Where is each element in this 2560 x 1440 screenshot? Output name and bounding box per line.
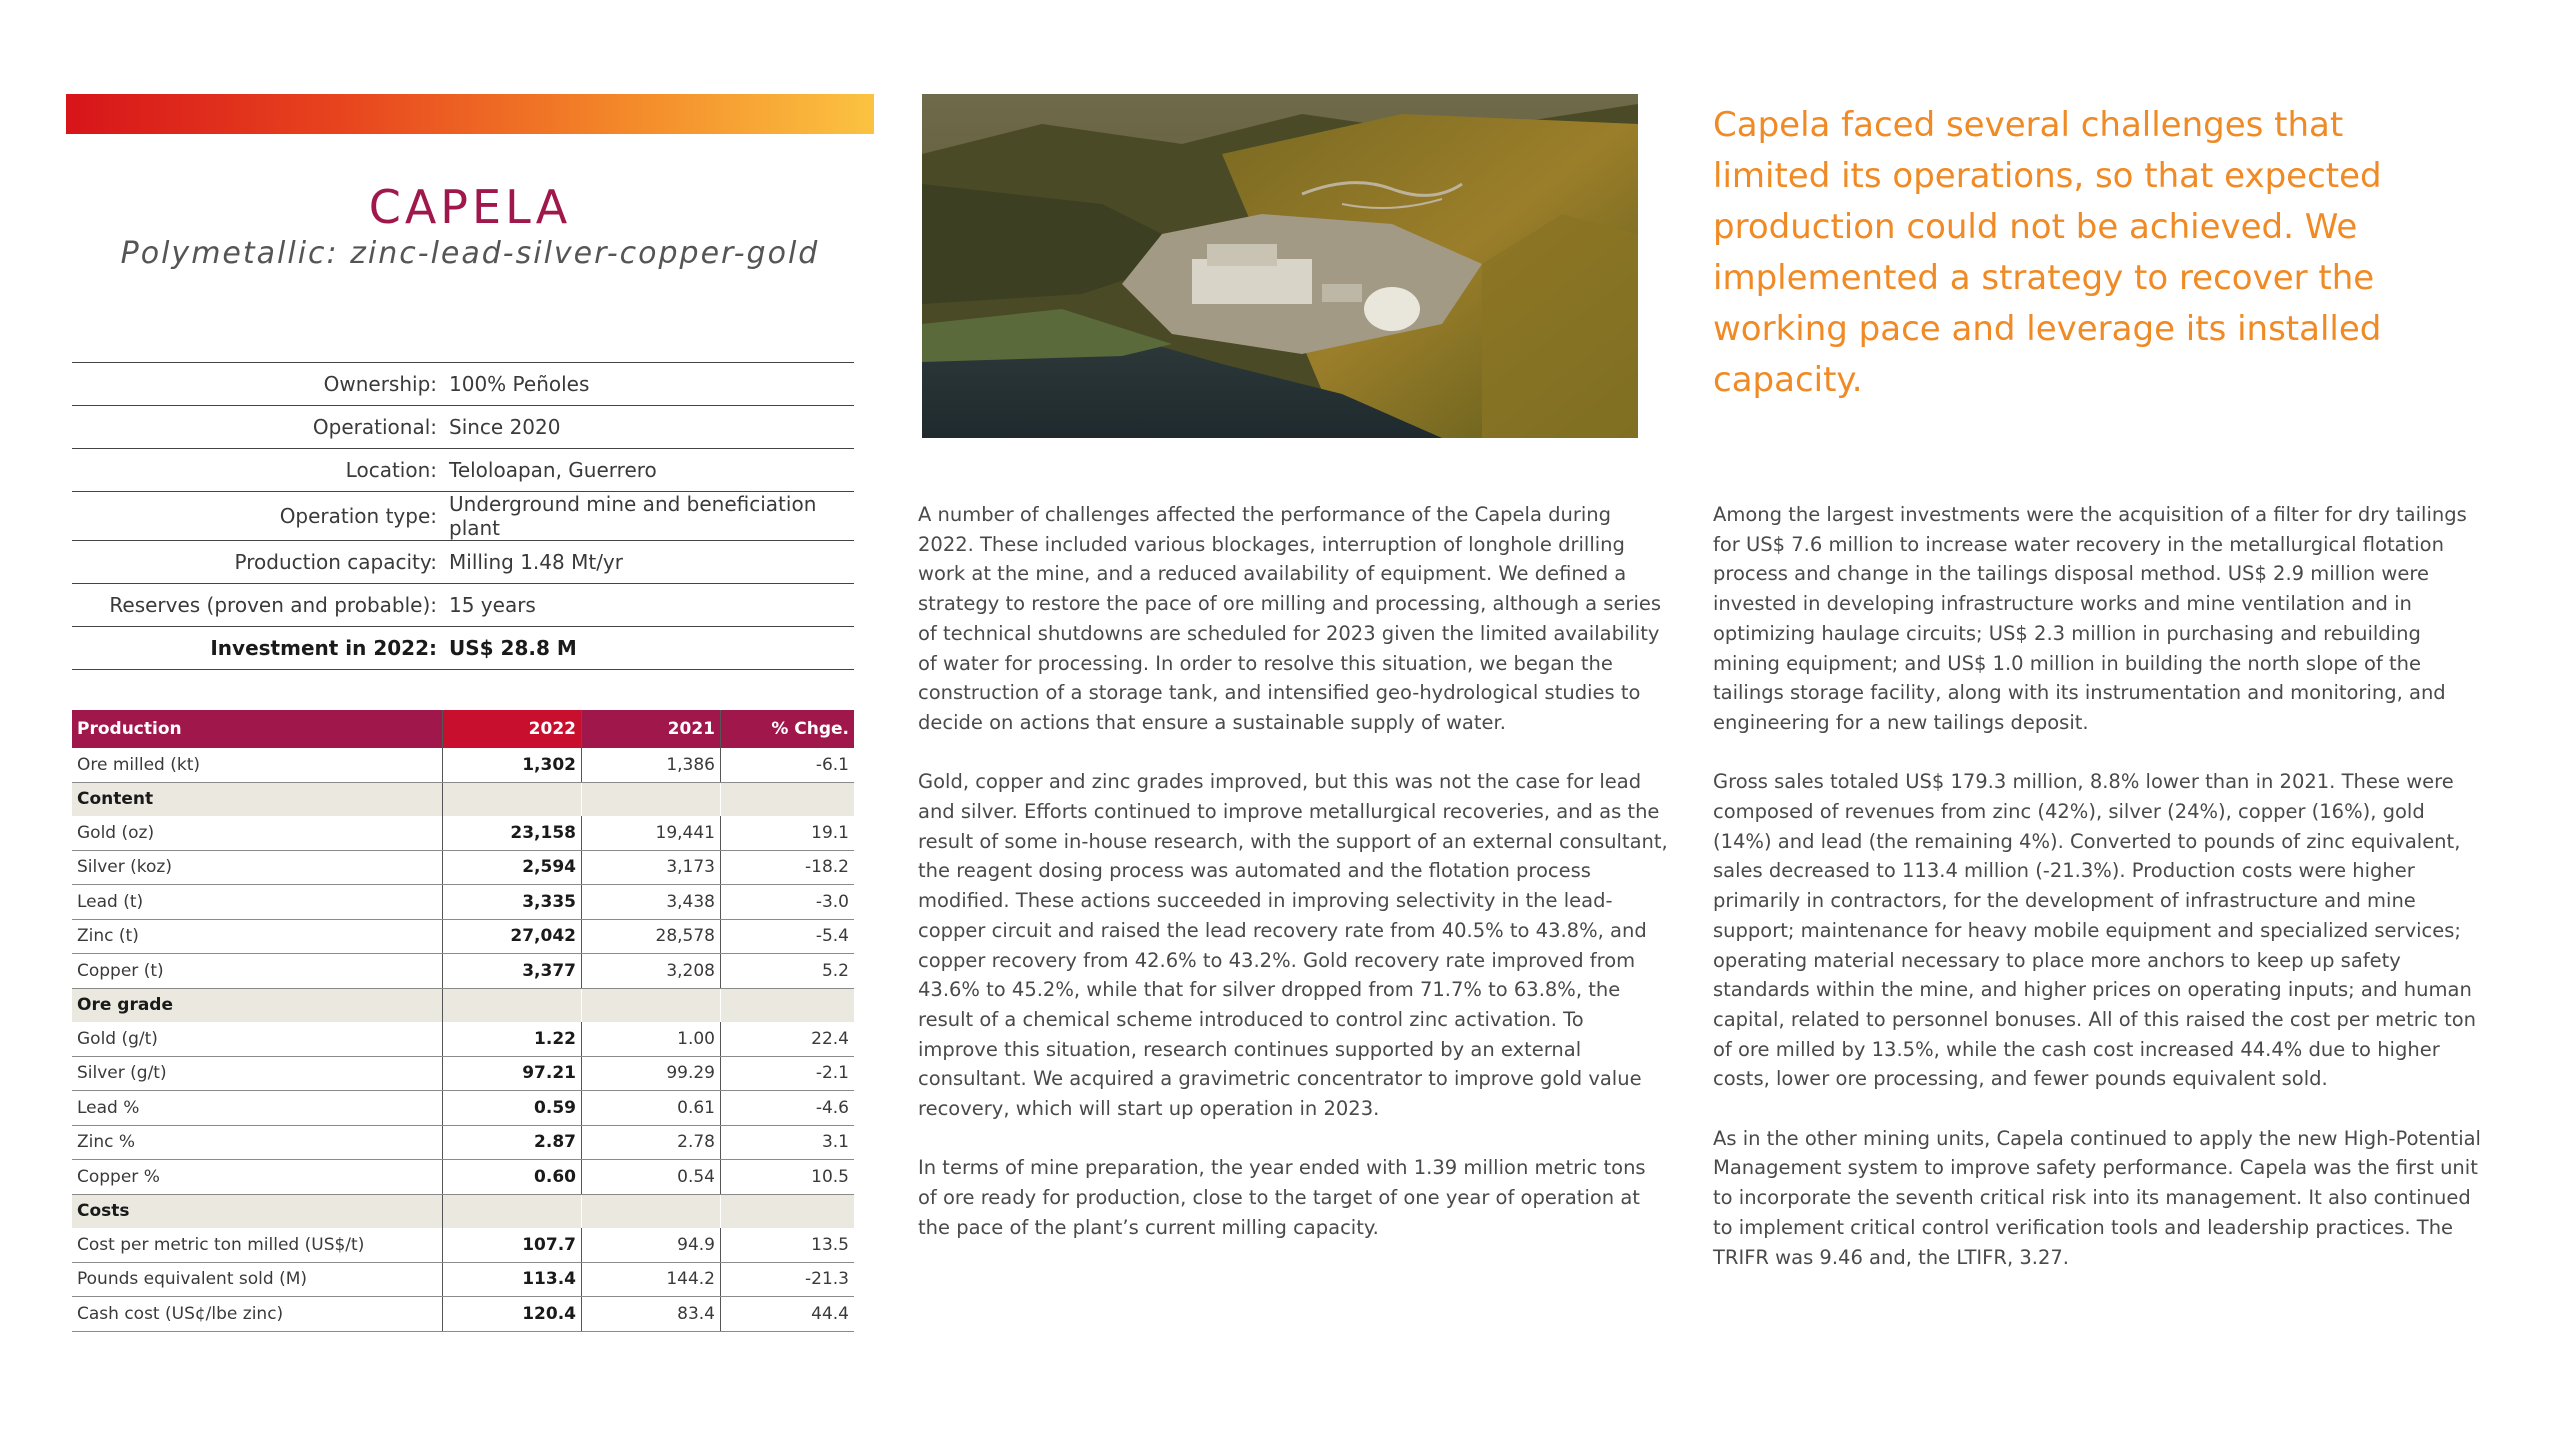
paragraph: In terms of mine preparation, the year ended with 1.39 million metric tons of ore ready for production, close to the target of one year of operation at the pace of the plant’s current milling capacity. — [918, 1156, 1646, 1239]
cell-2022: 3,377 — [443, 954, 582, 989]
info-row — [72, 363, 854, 406]
cell-2021: 99.29 — [582, 1056, 721, 1091]
row-label: Silver (koz) — [72, 850, 443, 885]
row-label: Copper % — [72, 1160, 443, 1195]
paragraph: Gold, copper and zinc grades improved, but this was not the case for lead and silver. Efforts continued to improve metallurgical recoveries, and as the result of some in-house research, with the support of an external consultant, the reagent dosing process was automated and the flotation process modified. These actions succeeded in improving selectivity in the lead-copper circuit and raised the lead recovery rate from 40.5% to 43.8%, and copper recovery from 42.6% to 43.2%. Gold recovery rate improved from 43.6% to 45.2%, while that for silver dropped from 71.7% to 63.8%, the result of a chemical scheme introduced to control zinc activation. To improve this situation, research continues supported by an external consultant. We acquired a gravimetric concentrator to improve gold value recovery, which will start up operation in 2023. — [918, 770, 1668, 1121]
cell-change — [721, 1194, 855, 1228]
cell-change — [721, 988, 855, 1022]
table-row — [72, 1297, 854, 1332]
info-row — [72, 492, 854, 541]
row-label: Silver (g/t) — [72, 1056, 443, 1091]
cell-2022 — [443, 1194, 582, 1228]
table-row — [72, 885, 854, 920]
cell-change: 22.4 — [721, 1022, 855, 1056]
cell-2021: 1,386 — [582, 748, 721, 782]
cell-change: 3.1 — [721, 1125, 855, 1160]
cell-2022 — [443, 988, 582, 1022]
column-header: % Chge. — [721, 710, 855, 748]
cell-change: 13.5 — [721, 1228, 855, 1262]
body-column-right — [1713, 500, 2488, 1302]
cell-change: 19.1 — [721, 816, 855, 850]
info-row — [72, 541, 854, 584]
unit-info-table — [72, 362, 854, 670]
info-row — [72, 584, 854, 627]
column-header: 2021 — [582, 710, 721, 748]
info-value: Since 2020 — [449, 406, 854, 449]
cell-2021: 144.2 — [582, 1262, 721, 1297]
cell-change: -21.3 — [721, 1262, 855, 1297]
table-section-row — [72, 988, 854, 1022]
production-table — [72, 710, 854, 1332]
cell-change: -4.6 — [721, 1091, 855, 1126]
info-value: Underground mine and beneficiation plant — [449, 492, 854, 541]
info-label: Investment in 2022: — [72, 627, 449, 670]
cell-2022: 0.60 — [443, 1160, 582, 1195]
page-title: CAPELA — [368, 180, 572, 234]
row-label: Cash cost (US¢/lbe zinc) — [72, 1297, 443, 1332]
table-row — [72, 1056, 854, 1091]
mine-aerial-photo — [922, 94, 1638, 438]
cell-2022: 113.4 — [443, 1262, 582, 1297]
paragraph: Gross sales totaled US$ 179.3 million, 8.8% lower than in 2021. These were composed of revenues from zinc (42%), silver (24%), copper (16%), gold (14%) and lead (the remaining 4%). Converted to pounds of zinc equivalent, sales decreased to 113.4 million (-21.3%). Production costs were higher primarily in contractors, for the development of infrastructure and mine support; maintenance for heavy mobile equipment and specialized services; operating material necessary to place more anchors to keep up safety standards within the mine, and higher prices on operating inputs; and human capital, related to personnel bonuses. All of this raised the cost per metric ton of ore milled by 13.5%, while the cash cost increased 44.4% due to higher costs, lower ore processing, and fewer pounds equivalent sold. — [1713, 770, 2477, 1091]
table-section-row — [72, 1194, 854, 1228]
row-label: Lead (t) — [72, 885, 443, 920]
cell-2021: 19,441 — [582, 816, 721, 850]
cell-change — [721, 782, 855, 816]
info-label: Operation type: — [72, 492, 449, 541]
header-gradient-bar — [66, 94, 874, 134]
cell-change: -18.2 — [721, 850, 855, 885]
cell-2021: 2.78 — [582, 1125, 721, 1160]
info-label: Production capacity: — [72, 541, 449, 584]
cell-2021 — [582, 782, 721, 816]
cell-2021: 0.61 — [582, 1091, 721, 1126]
page-subtitle: Polymetallic: zinc-lead-silver-copper-gold — [120, 236, 820, 271]
cell-change: 5.2 — [721, 954, 855, 989]
table-row — [72, 816, 854, 850]
cell-2021: 1.00 — [582, 1022, 721, 1056]
info-row-investment — [72, 627, 854, 670]
row-label: Lead % — [72, 1091, 443, 1126]
cell-2021: 28,578 — [582, 919, 721, 954]
cell-2022: 107.7 — [443, 1228, 582, 1262]
cell-2022: 1.22 — [443, 1022, 582, 1056]
row-label: Gold (g/t) — [72, 1022, 443, 1056]
row-label: Cost per metric ton milled (US$/t) — [72, 1228, 443, 1262]
paragraph: Among the largest investments were the acquisition of a filter for dry tailings for US$ 7.6 million to increase water recovery in the metallurgical flotation process and change in the tailings disposal method. US$ 2.9 million were invested in developing infrastructure works and mine ventilation and in optimizing haulage circuits; US$ 2.3 million in purchasing and rebuilding mining equipment; and US$ 1.0 million in building the north slope of the tailings storage facility, along with its instrumentation and monitoring, and engineering for a new tailings deposit. — [1713, 503, 2467, 734]
row-label: Ore grade — [72, 988, 443, 1022]
row-label: Costs — [72, 1194, 443, 1228]
info-row — [72, 449, 854, 492]
cell-change: 44.4 — [721, 1297, 855, 1332]
row-label: Copper (t) — [72, 954, 443, 989]
row-label: Content — [72, 782, 443, 816]
table-row — [72, 1160, 854, 1195]
table-row — [72, 1262, 854, 1297]
cell-2021: 94.9 — [582, 1228, 721, 1262]
column-header: Production — [72, 710, 443, 748]
table-row — [72, 1091, 854, 1126]
cell-2021: 3,438 — [582, 885, 721, 920]
cell-change: -2.1 — [721, 1056, 855, 1091]
row-label: Zinc % — [72, 1125, 443, 1160]
info-label: Reserves (proven and probable): — [72, 584, 449, 627]
cell-2021: 3,208 — [582, 954, 721, 989]
cell-change: 10.5 — [721, 1160, 855, 1195]
info-value: US$ 28.8 M — [449, 627, 854, 670]
cell-2022 — [443, 782, 582, 816]
table-row — [72, 850, 854, 885]
cell-2022: 97.21 — [443, 1056, 582, 1091]
cell-2022: 120.4 — [443, 1297, 582, 1332]
info-value: 15 years — [449, 584, 854, 627]
body-column-left — [918, 500, 1668, 1272]
cell-change: -3.0 — [721, 885, 855, 920]
row-label: Pounds equivalent sold (M) — [72, 1262, 443, 1297]
cell-2021: 3,173 — [582, 850, 721, 885]
info-label: Location: — [72, 449, 449, 492]
row-label: Gold (oz) — [72, 816, 443, 850]
info-label: Ownership: — [72, 363, 449, 406]
info-label: Operational: — [72, 406, 449, 449]
cell-2021 — [582, 988, 721, 1022]
table-header-row — [72, 710, 854, 748]
info-value: 100% Peñoles — [449, 363, 854, 406]
mine-photo-illustration — [922, 94, 1638, 438]
cell-2022: 27,042 — [443, 919, 582, 954]
cell-2022: 2.87 — [443, 1125, 582, 1160]
pull-quote: Capela faced several challenges that limited its operations, so that expected production could not be achieved. We implemented a strategy to recover the working pace and leverage its installed capacity. — [1713, 105, 2382, 400]
table-row — [72, 748, 854, 782]
table-row — [72, 954, 854, 989]
cell-change: -6.1 — [721, 748, 855, 782]
info-row — [72, 406, 854, 449]
paragraph: As in the other mining units, Capela continued to apply the new High-Potential Management system to improve safety performance. Capela was the first unit to incorporate the seventh critical risk into its management. It also continued to implement critical control verification tools and leadership practices. The TRIFR was 9.46 and, the LTIFR, 3.27. — [1713, 1126, 2481, 1269]
table-row — [72, 1125, 854, 1160]
cell-2022: 1,302 — [443, 748, 582, 782]
info-value: Milling 1.48 Mt/yr — [449, 541, 854, 584]
cell-2022: 0.59 — [443, 1091, 582, 1126]
cell-2021: 0.54 — [582, 1160, 721, 1195]
info-value: Teloloapan, Guerrero — [449, 449, 854, 492]
table-row — [72, 1022, 854, 1056]
cell-2022: 2,594 — [443, 850, 582, 885]
cell-change: -5.4 — [721, 919, 855, 954]
table-section-row — [72, 782, 854, 816]
row-label: Zinc (t) — [72, 919, 443, 954]
cell-2022: 3,335 — [443, 885, 582, 920]
cell-2021 — [582, 1194, 721, 1228]
cell-2021: 83.4 — [582, 1297, 721, 1332]
row-label: Ore milled (kt) — [72, 748, 443, 782]
column-header: 2022 — [443, 710, 582, 748]
table-row — [72, 919, 854, 954]
table-row — [72, 1228, 854, 1262]
cell-2022: 23,158 — [443, 816, 582, 850]
paragraph: A number of challenges affected the performance of the Capela during 2022. These included various blockages, interruption of longhole drilling work at the mine, and a reduced availability of equipment. We defined a strategy to restore the pace of ore milling and processing, although a series of technical shutdowns are scheduled for 2023 given the limited availability of water for processing. In order to resolve this situation, we began the construction of a storage tank, and intensified geo-hydrological studies to decide on actions that ensure a sustainable supply of water. — [918, 503, 1662, 734]
